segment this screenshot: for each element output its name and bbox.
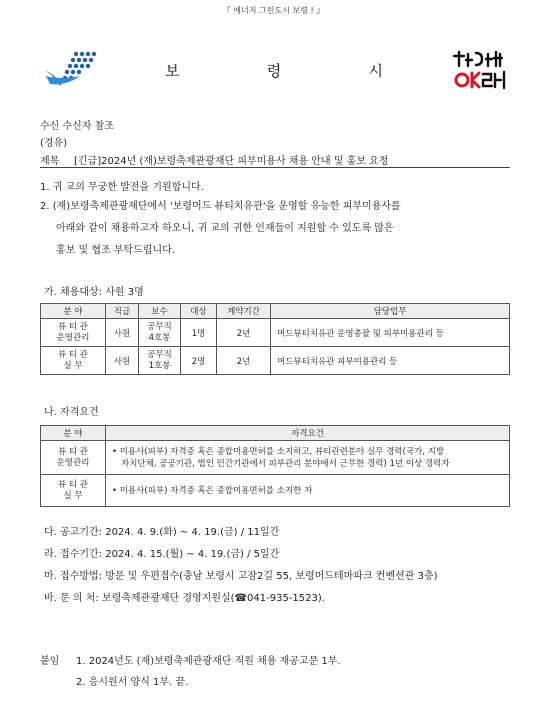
org-name-char: 령 [266,62,284,80]
requirement-cell: • 미용사(피부) 자격증 혹은 종합미용면허를 소지한 자 [106,475,510,507]
header-slogan: 『 에너지 그린도시 보령 ! 』 [222,6,325,15]
via: (경유) [40,138,68,149]
boryeong-city-emblem-icon [40,50,102,88]
table-header-row [41,304,510,319]
pay-cell: 공무직 4호봉 [139,319,181,347]
qualification-table [40,425,510,507]
paragraph-2-line: 홍보 및 협조 부탁드립니다. [56,245,175,256]
organization-name [165,60,385,81]
recruitment-table [40,303,510,375]
col-header: 분 야 [41,304,106,319]
section-ga-title: 가. 채용대상: 사원 3명 [44,287,144,298]
table-header-row [41,426,510,441]
org-name-char: 보 [165,62,182,80]
field-cell: 뷰 티 관 운영관리 [41,319,106,347]
col-header: 담당업무 [271,304,510,319]
contact: 바. 문 의 처: 보령축제관광재단 경영지원실(☎041-935-1523). [44,593,325,604]
col-header: 계약기간 [217,304,271,319]
table-row [41,441,510,475]
period-cell: 2년 [217,319,271,347]
subject: [긴급]2024년 (재)보령축제관광재단 피부미용사 채용 안내 및 홍보 요청 [74,156,389,167]
attachment-item: 2. 응시원서 양식 1부. 끝. [76,677,189,688]
count-cell: 1명 [181,319,217,347]
col-header: 자격요건 [106,426,510,441]
col-header: 분 야 [41,426,106,441]
field-cell: 뷰 티 관 실 무 [41,347,106,375]
count-cell: 2명 [181,347,217,375]
col-header: 보수 [139,304,181,319]
rank-cell: 사원 [106,347,139,375]
duty-cell: 머드뷰티치유관 피부미용관리 등 [271,347,510,375]
recipient: 수신 수신자 참조 [40,121,114,132]
pay-cell: 공무직 1호봉 [139,347,181,375]
attachment-item: 1. 2024년도 (재)보령축제관광재단 직원 채용 재공고문 1부. [76,656,341,667]
subject-label: 제목 [40,156,60,167]
field-cell: 뷰 티 관 실 무 [41,475,106,507]
paragraph-2-line: 아래와 같이 채용하고자 하오니, 귀 교의 귀한 인재들이 지원할 수 있도록 많은 [56,223,394,234]
attachment-label: 붙임 [40,656,60,667]
duty-cell: 머드뷰티치유관 운영총괄 및 피부미용관리 등 [271,319,510,347]
table-row [41,475,510,507]
requirement-cell: • 미용사(피부) 자격증 혹은 종합미용면허를 소지하고, 뷰티관련분야 실무 경력(국가, 지방 자치단체, 공공기관, 법인 민간기관에서 피부관리 분야에서 근무한 경력) 1년 이상 경력자 [106,441,510,475]
application-method: 마. 접수방법: 방문 및 우편접수(충남 보령시 고잠2길 55, 보령머드테마파크 컨벤션관 3층) [44,571,438,582]
paragraph-1: 1. 귀 교의 무궁한 발전을 기원합니다. [40,182,204,193]
subject-divider [40,167,510,168]
col-header: 직급 [106,304,139,319]
period-cell: 2년 [217,347,271,375]
posting-period: 다. 공고기간: 2024. 4. 9.(화) ~ 4. 19.(금) / 11일간 [44,527,280,538]
col-header: 대상 [181,304,217,319]
section-na-title: 나. 자격요건 [44,407,99,418]
paragraph-2-line: 2. (재)보령축제관광재단에서 '보령머드 뷰티치유관'을 운영할 유능한 피부미용사를 [40,201,401,212]
field-cell: 뷰 티 관 운영관리 [41,441,106,475]
manse-boryeong-ok-boryeong-logo [450,50,512,92]
rank-cell: 사원 [106,319,139,347]
table-row [41,347,510,375]
table-row [41,319,510,347]
application-period: 라. 접수기간: 2024. 4. 15.(월) ~ 4. 19.(금) / 5일간 [44,549,280,560]
org-name-char: 시 [368,62,385,80]
